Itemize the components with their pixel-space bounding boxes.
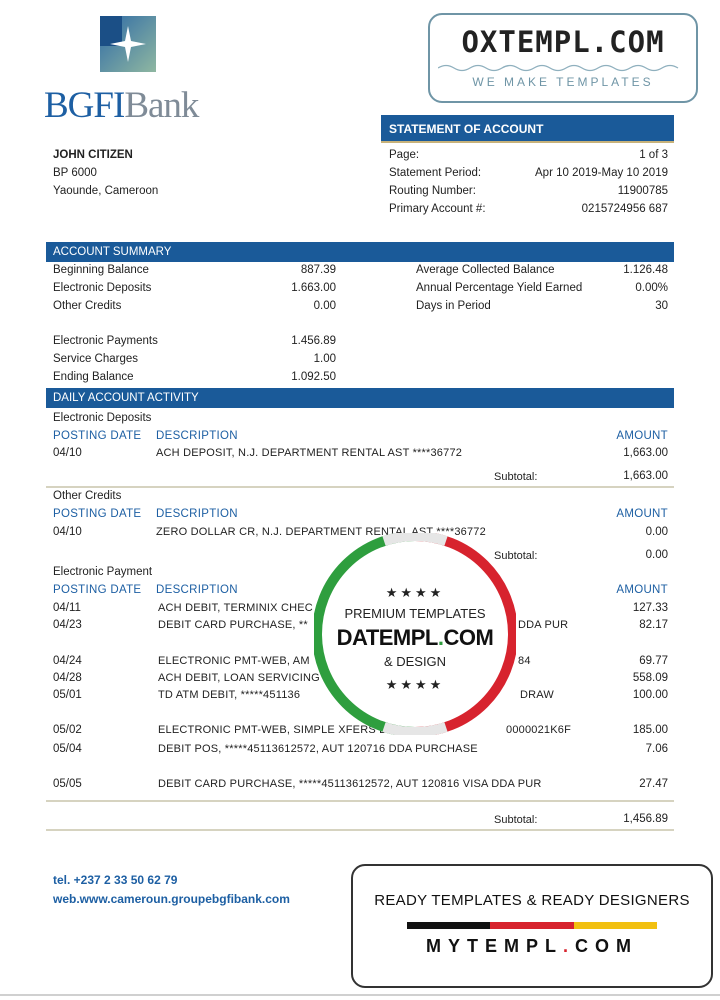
row-date: 04/24: [53, 655, 82, 667]
bank-name: [44, 84, 198, 127]
contact-website: web.www.cameroun.groupebgfibank.com: [53, 892, 290, 906]
subtotal-label: Subtotal:: [494, 550, 538, 562]
row-date: 05/01: [53, 689, 82, 701]
row-description: DEBIT CARD PURCHASE, **: [158, 619, 308, 631]
divider: [46, 486, 674, 488]
customer-address-line1: BP 6000: [53, 167, 97, 179]
row-amount: 558.09: [632, 672, 668, 684]
account-summary-bar: ACCOUNT SUMMARY: [46, 242, 674, 262]
row-description-tail: DRAW: [520, 689, 554, 701]
row-description-tail: 84: [518, 655, 531, 667]
column-header-date: POSTING DATE: [53, 430, 142, 442]
bank-logo-icon: [100, 16, 156, 72]
row-date: 04/10: [53, 526, 82, 538]
summary-value: 0.00: [313, 300, 336, 312]
row-description: ACH DEBIT, LOAN SERVICING: [158, 672, 320, 684]
group-title-payments: Electronic Payment: [53, 566, 153, 578]
field-value: 0215724956 687: [581, 203, 668, 215]
watermark-bottom-site: [353, 936, 711, 957]
watermark-top-title: OXTEMPL.COM: [461, 25, 665, 59]
group-title-credits: Other Credits: [53, 490, 122, 502]
row-amount: 100.00: [632, 689, 668, 701]
row-description: ELECTRONIC PMT-WEB, SIMPLE XFERS D: [158, 724, 388, 736]
row-amount: 127.33: [632, 602, 668, 614]
field-value: 1 of 3: [639, 149, 668, 161]
seal-stars-top: ★★★★: [385, 585, 445, 600]
column-header-amount: AMOUNT: [616, 508, 668, 520]
row-amount: 69.77: [639, 655, 668, 667]
summary-label: Beginning Balance: [53, 264, 149, 276]
row-description: DEBIT CARD PURCHASE, *****45113612572, AUT 120816 VISA DDA PUR: [158, 778, 542, 790]
row-description-tail: 0000021K6F: [506, 724, 571, 736]
row-date: 04/28: [53, 672, 82, 684]
watermark-top: [428, 13, 698, 103]
summary-label: Other Credits: [53, 300, 122, 312]
seal-line2-c: COM: [443, 625, 494, 650]
site-part-c: COM: [575, 936, 638, 956]
column-header-date: POSTING DATE: [53, 508, 142, 520]
row-amount: 185.00: [632, 724, 668, 736]
daily-activity-bar: DAILY ACCOUNT ACTIVITY: [46, 388, 674, 408]
statement-title-bar: STATEMENT OF ACCOUNT: [381, 115, 674, 143]
row-amount: 82.17: [639, 619, 668, 631]
watermark-bottom-title: READY TEMPLATES & READY DESIGNERS: [374, 892, 690, 909]
subtotal-label: Subtotal:: [494, 814, 538, 826]
divider: [46, 800, 674, 802]
row-date: 04/10: [53, 447, 82, 459]
premium-templates-seal: [314, 533, 516, 735]
summary-value: 0.00%: [635, 282, 668, 294]
field-label: Statement Period:: [389, 167, 482, 179]
customer-address-line2: Yaounde, Cameroon: [53, 185, 159, 197]
field-label: Primary Account #:: [389, 203, 486, 215]
seal-line2-a: DATEMPL: [336, 625, 438, 650]
flag-bar-yellow: [574, 922, 657, 929]
group-title-deposits: Electronic Deposits: [53, 412, 152, 424]
row-date: 05/04: [53, 743, 82, 755]
seal-stars-bottom: ★★★★: [385, 677, 445, 692]
field-label: Page:: [389, 149, 420, 161]
row-date: 05/02: [53, 724, 82, 736]
summary-value: 887.39: [300, 264, 336, 276]
row-amount: 0.00: [645, 526, 668, 538]
field-label: Routing Number:: [389, 185, 476, 197]
column-header-amount: AMOUNT: [616, 584, 668, 596]
row-description: DEBIT POS, *****45113612572, AUT 120716 DDA PURCHASE: [158, 743, 478, 755]
column-header-description: DESCRIPTION: [156, 584, 238, 596]
subtotal-label: Subtotal:: [494, 471, 538, 483]
summary-label: Annual Percentage Yield Earned: [416, 282, 583, 294]
row-amount: 27.47: [639, 778, 668, 790]
column-header-amount: AMOUNT: [616, 430, 668, 442]
summary-value: 1.456.89: [291, 335, 336, 347]
site-part-a: MYTEMPL: [425, 936, 563, 956]
watermark-top-subtitle: WE MAKE TEMPLATES: [472, 75, 654, 89]
row-description: ACH DEPOSIT, N.J. DEPARTMENT RENTAL AST ****36772: [156, 447, 463, 459]
flag-bar-black: [407, 922, 490, 929]
row-description: ZERO DOLLAR CR, N.J. DEPARTMENT RENTAL AST ****36772: [156, 526, 486, 538]
summary-label: Ending Balance: [53, 371, 134, 383]
summary-label: Average Collected Balance: [416, 264, 555, 276]
flag-bar-red: [490, 922, 573, 929]
subtotal-value: 1,663.00: [623, 470, 668, 482]
divider: [46, 829, 674, 831]
summary-label: Electronic Deposits: [53, 282, 152, 294]
summary-value: 30: [655, 300, 668, 312]
watermark-bottom: [351, 864, 713, 988]
bank-name-part-a: BGFI: [44, 85, 125, 126]
summary-value: 1.00: [313, 353, 336, 365]
contact-phone: tel. +237 2 33 50 62 79: [53, 873, 178, 887]
seal-line2-dot: .: [437, 625, 444, 650]
customer-name: JOHN CITIZEN: [53, 149, 133, 161]
summary-value: 1.092.50: [291, 371, 336, 383]
row-amount: 1,663.00: [623, 447, 668, 459]
site-dot: .: [562, 936, 575, 956]
summary-value: 1.126.48: [623, 264, 668, 276]
wave-divider-icon: [438, 63, 684, 73]
seal-line2: [314, 625, 516, 651]
column-header-description: DESCRIPTION: [156, 508, 238, 520]
summary-label: Electronic Payments: [53, 335, 158, 347]
seal-line3: & DESIGN: [383, 654, 447, 669]
flag-bars: [407, 922, 657, 929]
column-header-description: DESCRIPTION: [156, 430, 238, 442]
subtotal-value: 0.00: [645, 549, 668, 561]
row-date: 05/05: [53, 778, 82, 790]
row-description: TD ATM DEBIT, *****451136: [158, 689, 301, 701]
row-date: 04/11: [53, 602, 81, 614]
field-value: Apr 10 2019-May 10 2019: [535, 167, 668, 179]
subtotal-value: 1,456.89: [623, 813, 668, 825]
row-description: ACH DEBIT, TERMINIX CHEC: [158, 602, 313, 614]
row-date: 04/23: [53, 619, 82, 631]
row-amount: 7.06: [645, 743, 668, 755]
page-bottom-rule: [0, 994, 720, 996]
seal-line1: PREMIUM TEMPLATES: [344, 606, 486, 621]
bank-name-part-b: Bank: [124, 85, 199, 126]
summary-value: 1.663.00: [291, 282, 336, 294]
column-header-date: POSTING DATE: [53, 584, 142, 596]
summary-label: Days in Period: [416, 300, 491, 312]
row-description: ELECTRONIC PMT-WEB, AM: [158, 655, 310, 667]
row-description-tail: DDA PUR: [518, 619, 569, 631]
field-value: 11900785: [617, 185, 668, 197]
summary-label: Service Charges: [53, 353, 139, 365]
